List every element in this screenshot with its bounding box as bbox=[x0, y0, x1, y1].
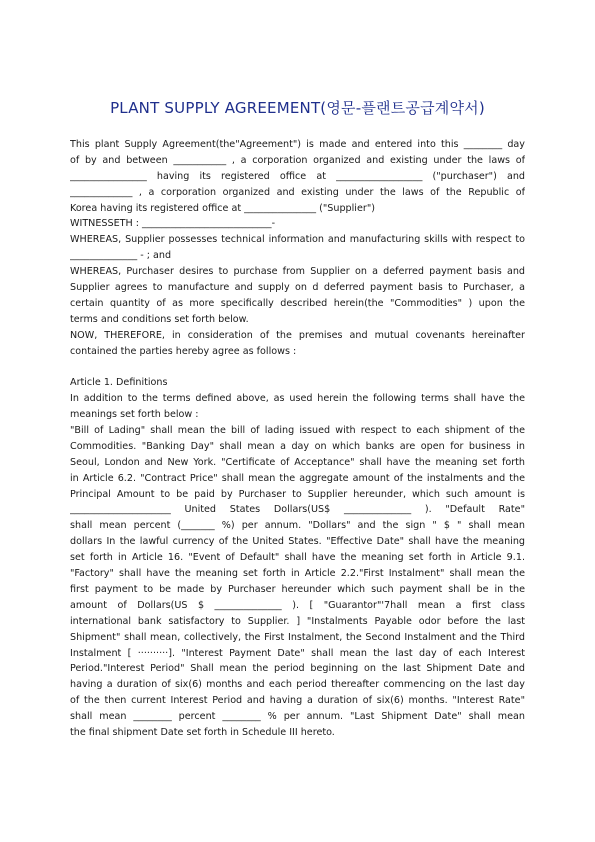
text-line: _____________________ United States Dollars(US$ ______________ ). "Default Rate" bbox=[70, 504, 525, 516]
text-line: WHEREAS, Supplier possesses technical information and manufacturing skills with respect to bbox=[70, 234, 525, 246]
text-line: NOW, THEREFORE, in consideration of the premises and mutual covenants hereinafter bbox=[70, 329, 525, 341]
text-line: Shipment" shall mean, collectively, the First Instalment, the Second Instalment and the Third bbox=[70, 631, 525, 643]
text-line: first payment to be made by Purchaser hereunder which such payment shall be in the bbox=[70, 583, 525, 595]
text-line: shall mean percent (_______ %) per annum. "Dollars" and the sign " $ " shall mean bbox=[70, 520, 525, 532]
text-line: of by and between ___________ , a corporation organized and existing under the laws of bbox=[70, 154, 525, 166]
text-line: ________________ having its registered office at __________________ ("purchaser") and bbox=[70, 170, 525, 182]
text-line: the final shipment Date set forth in Schedule III hereto. bbox=[70, 726, 335, 738]
text-line: "Factory" shall have the meaning set forth in Article 2.2."First Instalment" shall mean the bbox=[70, 568, 525, 580]
document-title: PLANT SUPPLY AGREEMENT(영문-플랜트공급계약서) bbox=[110, 99, 485, 117]
text-line: having a duration of six(6) months and each period thereafter commencing on the last day bbox=[70, 679, 525, 691]
text-line: contained the parties hereby agree as follows : bbox=[70, 345, 297, 357]
text-line: terms and conditions set forth below. bbox=[70, 313, 249, 325]
text-line: Korea having its registered office at _______________ ("Supplier") bbox=[70, 202, 375, 214]
text-line: Period."Interest Period" Shall mean the period beginning on the last Shipment Date and bbox=[70, 663, 525, 675]
text-line: Commodities. "Banking Day" shall mean a day on which banks are open for business in bbox=[70, 440, 525, 452]
text-line: of the then current Interest Period and having a duration of six(6) months. "Interest Rate" bbox=[70, 695, 525, 707]
text-line: meanings set forth below : bbox=[70, 409, 199, 421]
text-line: "Bill of Lading" shall mean the bill of lading issued with respect to each shipment of the bbox=[70, 425, 525, 437]
text-line: Article 1. Definitions bbox=[70, 377, 168, 389]
text-line: Supplier agrees to manufacture and supply on d deferred payment basis to Purchaser, a bbox=[70, 282, 525, 294]
text-line: international bank satisfactory to Supplier. ] "Instalments Payable odor before the last bbox=[70, 615, 525, 627]
text-line: certain quantity of as more specifically described herein(the "Commodities" ) upon the bbox=[70, 297, 525, 309]
text-line: set forth in Article 16. "Event of Default" shall have the meaning set forth in Article 9.1. bbox=[70, 552, 525, 564]
text-line: WHEREAS, Purchaser desires to purchase from Supplier on a deferred payment basis and bbox=[70, 266, 525, 278]
text-line: shall mean ________ percent ________ % per annum. "Last Shipment Date" shall mean bbox=[70, 711, 525, 723]
text-line: in Article 6.2. "Contract Price" shall mean the aggregate amount of the instalments and the bbox=[70, 472, 525, 484]
text-line: amount of Dollars(US $ ______________ ). [ "Guarantor"'7hall mean a first class bbox=[70, 599, 525, 611]
text-line: Seoul, London and New York. "Certificate of Acceptance" shall have the meaning set forth bbox=[70, 456, 525, 468]
text-line: This plant Supply Agreement(the"Agreement") is made and entered into this ________ day bbox=[70, 139, 525, 150]
text-line: dollars In the lawful currency of the United States. "Effective Date" shall have the meaning bbox=[70, 536, 525, 548]
text-line: ______________ - ; and bbox=[70, 250, 172, 262]
blank-line bbox=[70, 359, 525, 375]
document-body bbox=[70, 137, 525, 741]
text-line: In addition to the terms defined above, as used herein the following terms shall have the bbox=[70, 393, 525, 405]
text-line: WITNESSETH : ___________________________- bbox=[70, 218, 276, 230]
text-line: _____________ , a corporation organized and existing under the laws of the Republic of bbox=[70, 186, 525, 198]
text-line: Principal Amount to be paid by Purchaser to Supplier hereunder, which such amount is bbox=[70, 488, 525, 500]
text-line: Instalment [ ··········]. "Interest Payment Date" shall mean the last day of each Interest bbox=[70, 647, 525, 659]
